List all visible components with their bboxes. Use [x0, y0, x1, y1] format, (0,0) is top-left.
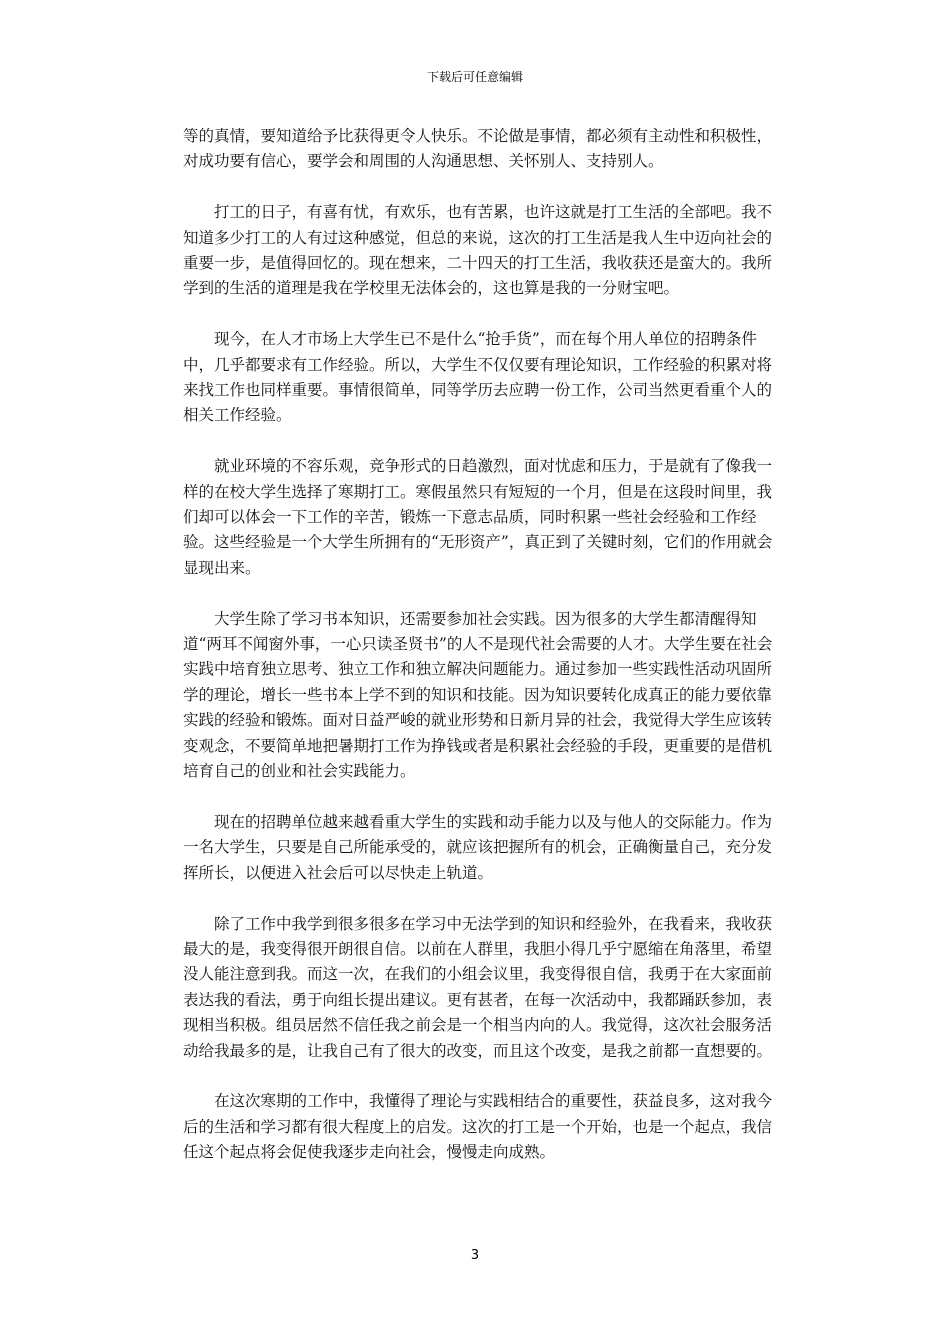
page-number: 3 [470, 1248, 480, 1263]
paragraph-6: 现在的招聘单位越来越看重大学生的实践和动手能力以及与他人的交际能力。作为一名大学生，只要是自己所能承受的，就应该把握所有的机会，正确衡量自己，充分发挥所长，以便进入社会后可以尽快走上轨道。 [183, 812, 773, 882]
paragraph-4: 就业环境的不容乐观，竞争形式的日趋激烈，面对忧虑和压力，于是就有了像我一样的在校大学生选择了寒期打工。寒假虽然只有短短的一个月，但是在这段时间里，我们却可以体会一下工作的辛苦，锻炼一下意志品质，同时积累一些社会经验和工作经验。这些经验是一个大学生所拥有的“无形资产”，真正到了关键时刻，它们的作用就会显现出来。 [183, 457, 773, 577]
paragraph-1: 等的真情，要知道给予比获得更令人快乐。不论做是事情，都必须有主动性和积极性，对成功要有信心，要学会和周围的人沟通思想、关怀别人、支持别人。 [183, 127, 773, 171]
document-body [183, 124, 783, 1191]
paragraph-8: 在这次寒期的工作中，我懂得了理论与实践相结合的重要性，获益良多，这对我今后的生活和学习都有很大程度上的启发。这次的打工是一个开始，也是一个起点，我信任这个起点将会促使我逐步走向社会，慢慢走向成熟。 [183, 1092, 773, 1162]
paragraph-3: 现今，在人才市场上大学生已不是什么“抢手货”，而在每个用人单位的招聘条件中，几乎都要求有工作经验。所以，大学生不仅仅要有理论知识，工作经验的积累对将来找工作也同样重要。事情很简单，同等学历去应聘一份工作，公司当然更看重个人的相关工作经验。 [183, 330, 773, 425]
paragraph-7: 除了工作中我学到很多很多在学习中无法学到的知识和经验外，在我看来，我收获最大的是，我变得很开朗很自信。以前在人群里，我胆小得几乎宁愿缩在角落里，希望没人能注意到我。而这一次，在我们的小组会议里，我变得很自信，我勇于在大家面前表达我的看法，勇于向组长提出建议。更有甚者，在每一次活动中，我都踊跃参加，表现相当积极。组员居然不信任我之前会是一个相当内向的人。我觉得，这次社会服务活动给我最多的是，让我自己有了很大的改变，而且这个改变，是我之前都一直想要的。 [183, 914, 773, 1060]
page-header: 下载后可任意编辑 [426, 70, 523, 84]
paragraph-5: 大学生除了学习书本知识，还需要参加社会实践。因为很多的大学生都清醒得知道“两耳不闻窗外事，一心只读圣贤书”的人不是现代社会需要的人才。大学生要在社会实践中培育独立思考、独立工作和独立解决问题能力。通过参加一些实践性活动巩固所学的理论，增长一些书本上学不到的知识和技能。因为知识要转化成真正的能力要依靠实践的经验和锻炼。面对日益严峻的就业形势和日新月异的社会，我觉得大学生应该转变观念，不要简单地把暑期打工作为挣钱或者是积累社会经验的手段，更重要的是借机培育自己的创业和社会实践能力。 [183, 609, 773, 781]
paragraph-2: 打工的日子，有喜有忧，有欢乐，也有苦累，也许这就是打工生活的全部吧。我不知道多少打工的人有过这种感觉，但总的来说，这次的打工生活是我人生中迈向社会的重要一步，是值得回忆的。现在想来，二十四天的打工生活，我收获还是蛮大的。我所学到的生活的道理是我在学校里无法体会的，这也算是我的一分财宝吧。 [183, 203, 773, 298]
